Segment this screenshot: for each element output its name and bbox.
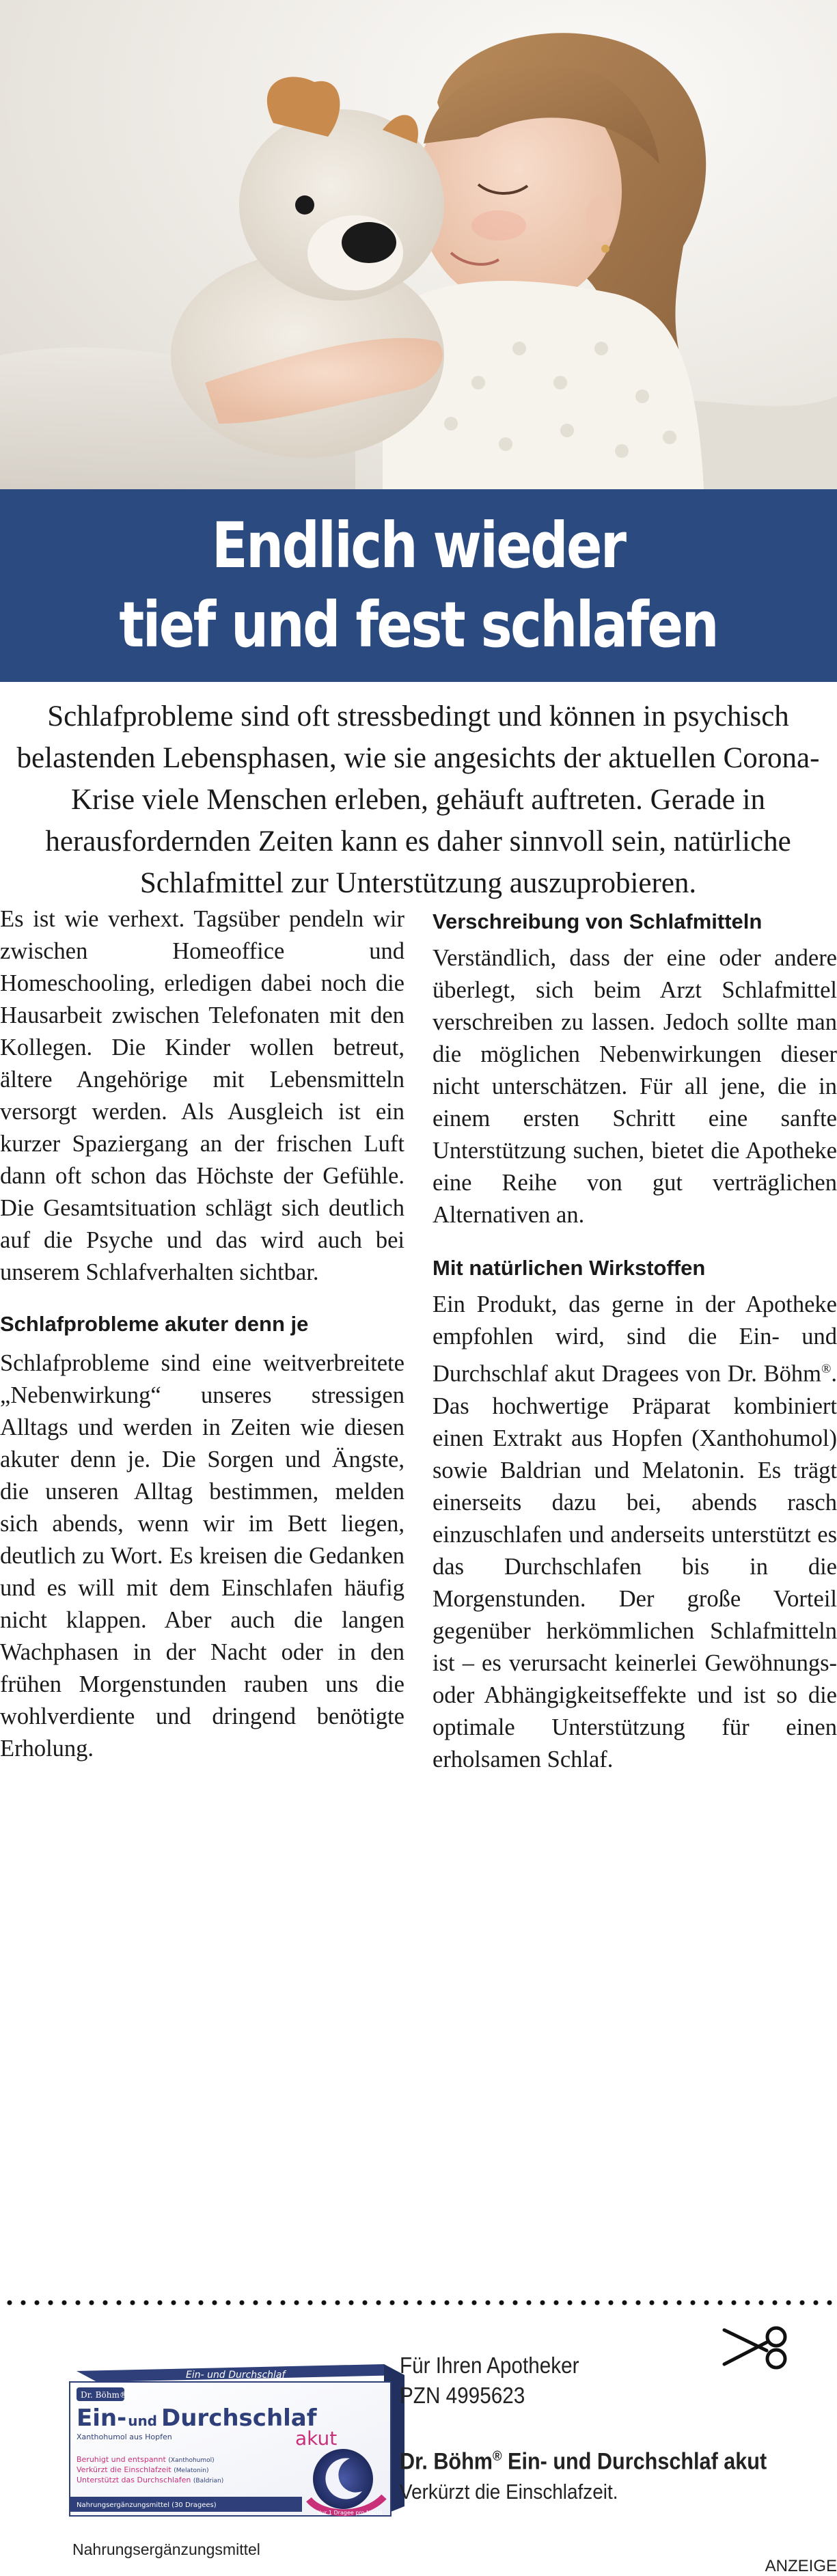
sleeping-child-illustration bbox=[0, 0, 837, 489]
box-title-akut: akut bbox=[295, 2427, 338, 2450]
moon-badge bbox=[313, 2449, 373, 2509]
body-wirkstoffe-part-1: Ein Produkt, das gerne in der Apotheke empfohlen wird, sind die Ein- und Durchschlaf akut Dragees von Dr. Böhm bbox=[433, 1291, 837, 1387]
body-paragraph-verschreibung: Verständlich, dass der eine oder andere überlegt, sich beim Arzt Schlafmittel verschreiben zu lassen. Jedoch sollte man die möglichen Nebenwirkungen dieser nicht unterschätzen. Für all jene, die in einem ersten Schritt eine sanfte Unterstützung suchen, bietet die Apotheke eine Reihe von gut verträglichen Alternativen an. bbox=[433, 945, 837, 1228]
box-subtitle: Xanthohumol aus Hopfen bbox=[77, 2433, 172, 2441]
coupon-product-part-1: Dr. Böhm bbox=[400, 2448, 493, 2475]
advertisement-label: ANZEIGE bbox=[765, 2557, 837, 2575]
box-benefit-2-tag: (Melatonin) bbox=[174, 2467, 209, 2474]
box-brand: Dr. Böhm® bbox=[81, 2390, 128, 2400]
box-benefit-2-bold: Verkürzt die Einschlafzeit bbox=[77, 2465, 171, 2474]
left-column bbox=[0, 903, 404, 1765]
coupon-product-name bbox=[400, 2441, 767, 2477]
box-benefit-1-bold: Beruhigt und entspannt bbox=[77, 2455, 166, 2464]
coupon-info bbox=[400, 2351, 808, 2507]
headline-line-2: tief und fest schlafen bbox=[119, 588, 718, 661]
subhead-verschreibung: Verschreibung von Schlafmitteln bbox=[433, 909, 763, 933]
subhead-wirkstoffe: Mit natürlichen Wirkstoffen bbox=[433, 1256, 706, 1280]
box-title-ein: Ein- bbox=[77, 2404, 127, 2432]
hero-photo bbox=[0, 0, 837, 489]
coupon-claim: Verkürzt die Einschlafzeit. bbox=[400, 2480, 618, 2504]
box-top-strip-text: Ein- und Durchschlaf bbox=[186, 2370, 286, 2381]
box-benefit-1-tag: (Xanthohumol) bbox=[168, 2457, 215, 2464]
box-title-und: und bbox=[128, 2413, 157, 2429]
body-paragraph-wirkstoffe bbox=[433, 1289, 837, 1776]
box-title-durchschlaf: Durchschlaf bbox=[161, 2404, 317, 2432]
lead-paragraph: Schlafprobleme sind oft stressbedingt und können in psychisch belastenden Lebensphasen, wie sie angesichts der aktuellen Corona-Krise viele Menschen erleben, gehäuft auftreten. Gerade in herausfordernden Zeiten kann es daher sinnvoll sein, natürliche Schlafmittel zur Unterstützung auszuprobieren. bbox=[16, 700, 820, 899]
headline-line-1: Endlich wieder bbox=[212, 509, 625, 582]
box-benefit-3-bold: Unterstützt das Durchschlafen bbox=[77, 2476, 191, 2484]
coupon-registered-mark: ® bbox=[493, 2449, 502, 2464]
subhead-schlafprobleme: Schlafprobleme akuter denn je bbox=[0, 1312, 309, 1336]
box-title bbox=[77, 2404, 318, 2432]
coupon-line-pzn: PZN 4995623 bbox=[400, 2383, 525, 2408]
coupon-line-apotheker: Für Ihren Apotheker bbox=[400, 2353, 579, 2378]
body-wirkstoffe-part-2: . Das hochwertige Präparat kombiniert einen Extrakt aus Hopfen (Xanthohumol) sowie Baldrian und Melatonin. Es trägt einerseits dazu bei, abends rasch einzuschlafen und anderseits unterstützt es das Durchschlafen bis in die Morgenstunden. Der große Vorteil gegenüber herkömmlichen Schlafmitteln ist – es verursacht keinerlei Gewöhnungs- oder Abhängigkeitseffekte und ist so die optimale Unterstützung für einen erholsamen Schlaf. bbox=[433, 1360, 837, 1772]
right-column bbox=[433, 903, 837, 1776]
box-footer: Nahrungsergänzungsmittel (30 Dragees) bbox=[77, 2502, 217, 2509]
headline bbox=[120, 506, 718, 665]
body-paragraph-left: Schlafprobleme sind eine weitverbreitete „Nebenwirkung“ unseres stressigen Alltags und werden in Zeiten wie diesen akuter denn je. Die Sorgen und Ängste, die unseren Alltag bestimmen, melden sich abends, wenn wir im Bett liegen, deutlich zu Wort. Es kreisen die Gedanken und es will mit dem Einschlafen häufig nicht klappen. Aber auch die langen Wachphasen in der Nacht oder in den frühen Morgenstunden rauben uns die wohlverdiente und dringend benötigte Erholung. bbox=[0, 1350, 404, 1762]
box-benefit-3-tag: (Baldrian) bbox=[193, 2478, 224, 2484]
coupon-product-part-2: Ein- und Durchschlaf akut bbox=[502, 2448, 767, 2475]
headline-band bbox=[0, 489, 837, 682]
box-dose: Nur 1 Dragee pro Nacht bbox=[317, 2510, 383, 2516]
registered-mark: ® bbox=[821, 1362, 832, 1376]
cut-line bbox=[0, 2299, 837, 2307]
intro-paragraph: Es ist wie verhext. Tagsüber pendeln wir zwischen Homeoffice und Homeschooling, erledigen dabei noch die Hausarbeit zwischen Telefonaten mit den Kollegen. Die Kinder wollen betreut, ältere Angehörige mit Lebensmitteln versorgt werden. Als Ausgleich ist ein kurzer Spaziergang an der frischen Luft dann oft schon das Höchste der Gefühle. Die Gesamtsituation schlägt sich deutlich auf die Psyche und das wird auch bei unserem Schlafverhalten sichtbar. bbox=[0, 906, 404, 1285]
product-box bbox=[63, 2363, 411, 2520]
box-caption: Nahrungsergänzungsmittel bbox=[72, 2540, 260, 2558]
